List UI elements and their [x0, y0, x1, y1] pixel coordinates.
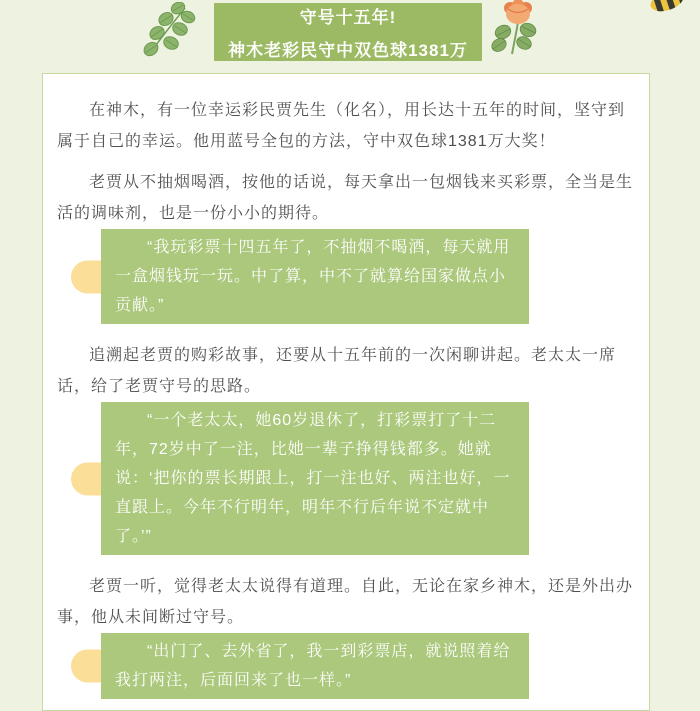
quote-text-1: “我玩彩票十四五年了，不抽烟不喝酒，每天就用一盒烟钱玩一玩。中了算，中不了就算给国家做点小贡献。”: [115, 239, 511, 314]
quote-block-3: [101, 633, 529, 699]
paragraph-2: 老贾从不抽烟喝酒，按他的话说，每天拿出一包烟钱来买彩票，全当是生活的调味剂，也是一份小小的期待。: [57, 174, 634, 222]
orange-flower-icon: [490, 0, 546, 63]
quote-box: [101, 229, 529, 324]
quote-block-1: [101, 229, 529, 324]
page-title-line2: 神木老彩民守中双色球1381万: [228, 41, 468, 60]
page-title-line1: 守号十五年!: [299, 8, 397, 27]
quote-text-2: “一个老太太，她60岁退休了，打彩票打了十二年，72岁中了一注，比她一辈子挣得钱都多。她就说：‘把你的票长期跟上，打一注也好、两注也好，一直跟上。今年不行明年，明年不行后年说不定就中了。’”: [115, 412, 511, 545]
quote-text-3: “出门了、去外省了，我一到彩票店，就说照着给我打两注，后面回来了也一样。”: [115, 643, 511, 689]
leaf-sprig-icon: [138, 2, 196, 67]
paragraph-4: 老贾一听，觉得老太太说得有道理。自此，无论在家乡神木，还是外出办事，他从未间断过守号。: [57, 578, 634, 626]
paragraph-3: 追溯起老贾的购彩故事，还要从十五年前的一次闲聊讲起。老太太一席话，给了老贾守号的思路。: [57, 347, 617, 395]
bee-icon: [645, 0, 691, 24]
article-card: [42, 73, 650, 711]
header-banner: [214, 3, 482, 61]
quote-block-2: [101, 402, 529, 555]
quote-box: [101, 633, 529, 699]
quote-box: [101, 402, 529, 555]
paragraph-1: 在神木，有一位幸运彩民贾先生（化名），用长达十五年的时间，坚守到属于自己的幸运。他用蓝号全包的方法，守中双色球1381万大奖！: [57, 102, 626, 150]
